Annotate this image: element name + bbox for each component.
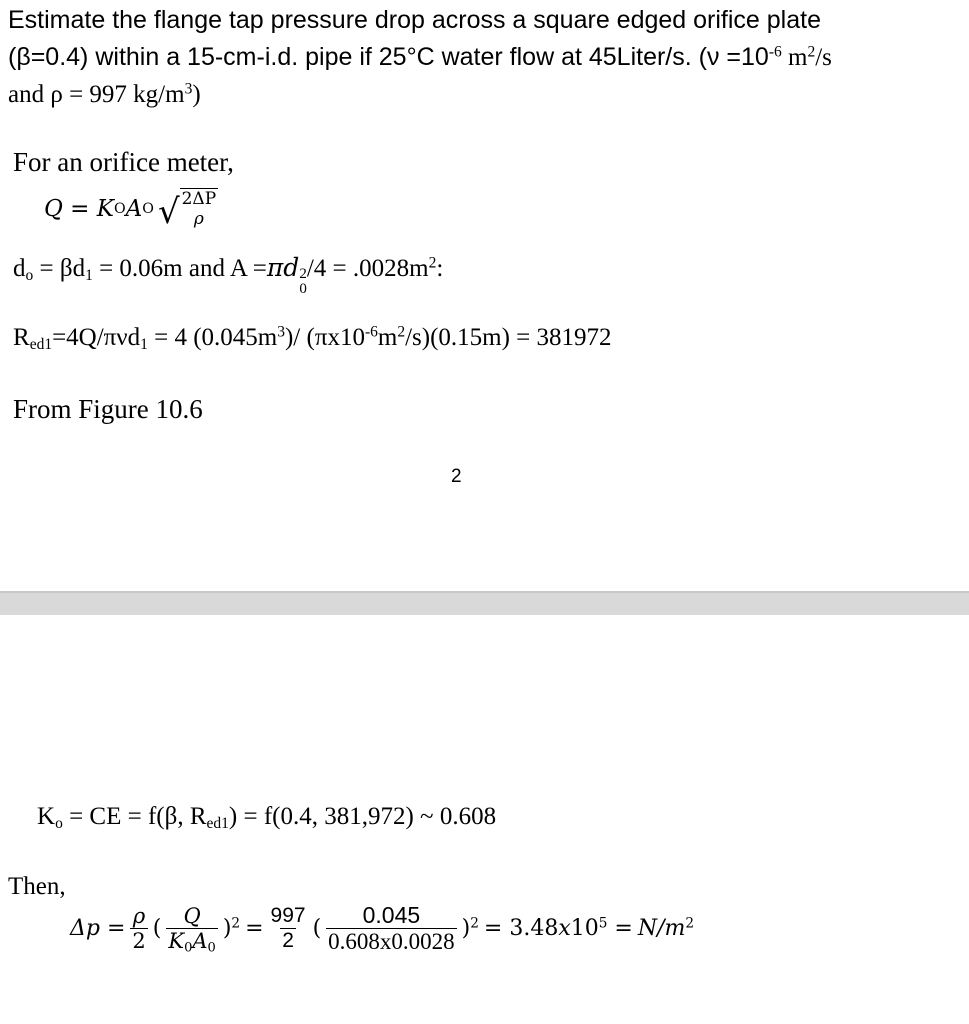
then-label: Then, — [8, 873, 66, 900]
problem-statement — [8, 2, 963, 113]
flow-equation: Q = K O A O √ 2ΔP ρ — [44, 189, 217, 233]
pressure-drop-equation: Δp = $\frac{\rho}{2}$ ( $\frac{Q}{K_0A_0}$ )$^2$ = $\frac{997}{2}$ ( $\frac{0.045}{0.608x0.0028}$ )$^2$ = $3.48x10^5$ = $N/m^2$ — [70, 902, 695, 956]
figure-reference: From Figure 10.6 — [13, 394, 203, 424]
problem-line-3: and ρ = 997 $kg/m^3$) — [8, 80, 201, 108]
problem-line-1: Estimate the flange tap pressure drop across a square edged orifice plate — [8, 6, 821, 34]
reynolds-line: $R_{ed1}=4Q/\pi\nu d_1 = 4$ $(0.045m^3)/$ $(\pi x10^{-6}m^2/s)(0.15m) = 381972$ — [13, 323, 612, 353]
orifice-diameter-line: $d_o = \beta d_1 = 0.06m$ and A =πd 2 0 $/4 = .0028m^2$: — [13, 253, 444, 297]
ko-line: $K_o$ = CE = f(β, $R_{ed1}) = f(0.4$, 381,972) ~ 0.608 — [37, 803, 497, 832]
square-root: √ 2ΔP ρ — [157, 189, 217, 233]
solution-intro: For an orifice meter, — [13, 147, 234, 177]
problem-line-2: (β=0.4) within a 15-cm-i.d. pipe if 25°C water flow at 45Liter/s. ($\nu =10^{-6}$ $m^2/s$ — [8, 43, 832, 71]
page-break-divider — [0, 591, 969, 615]
page-number: 2 — [451, 466, 462, 487]
